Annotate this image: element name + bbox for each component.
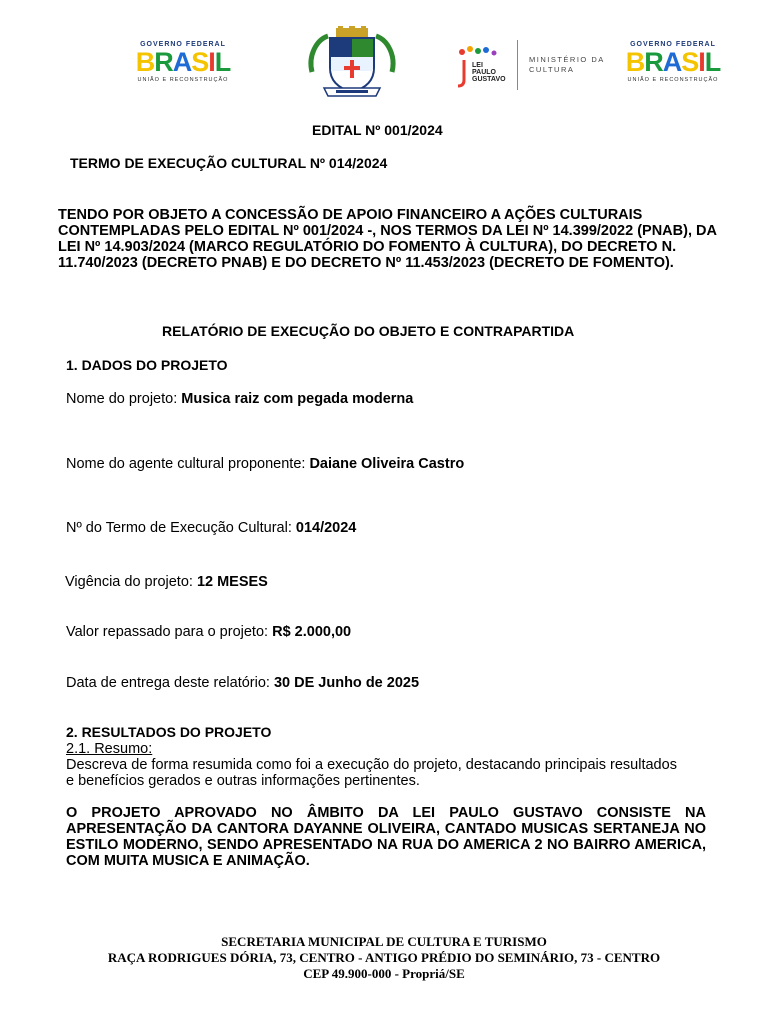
section2-description: Descreva de forma resumida como foi a execução do projeto, destacando principais resultados e benefícios gerados e outras informações pertinentes.	[66, 757, 677, 789]
header-divider	[517, 40, 518, 90]
field-label: Vigência do projeto:	[65, 574, 197, 590]
section1-title: 1. DADOS DO PROJETO	[66, 357, 228, 373]
field-value: 014/2024	[295, 520, 357, 536]
field-label: Nome do agente cultural proponente:	[66, 456, 310, 472]
footer-line-1: SECRETARIA MUNICIPAL DE CULTURA E TURISMO	[221, 934, 547, 949]
field-delivery-date	[66, 674, 419, 692]
lpg-text: LEI PAULO GUSTAVO	[472, 62, 506, 83]
edital-title: EDITAL Nº 001/2024	[312, 122, 443, 138]
footer-line-2: RAÇA RODRIGUES DÓRIA, 73, CENTRO - ANTIGO PRÉDIO DO SEMINÁRIO, 73 - CENTRO	[107, 950, 661, 965]
field-value: 12 MESES	[196, 574, 268, 590]
field-value: Musica raiz com pegada moderna	[181, 391, 414, 407]
field-label: Data de entrega deste relatório:	[66, 675, 274, 691]
termo-title: TERMO DE EXECUÇÃO CULTURAL Nº 014/2024	[70, 155, 388, 171]
municipal-coat-of-arms	[306, 26, 398, 102]
field-term-number	[66, 519, 356, 537]
governo-federal-logo-right	[620, 40, 726, 88]
ministerio-cultura-text: MINISTÉRIO DA CULTURA	[529, 55, 605, 74]
footer	[0, 934, 768, 982]
field-label: Nome do projeto:	[66, 391, 182, 407]
gov-bottom-text-right: UNIÃO E RECONSTRUÇÃO	[627, 77, 719, 83]
gov-top-text: GOVERNO FEDERAL	[140, 41, 226, 48]
field-validity	[65, 573, 268, 591]
field-amount	[66, 623, 351, 641]
brasil-wordmark-right: BRASIL	[625, 47, 721, 77]
section2-subtitle: 2.1. Resumo:	[66, 741, 153, 757]
field-value: Daiane Oliveira Castro	[309, 456, 465, 472]
field-agent-name	[66, 455, 464, 473]
field-label: Valor repassado para o projeto:	[66, 624, 273, 640]
field-value: R$ 2.000,00	[272, 624, 352, 640]
gov-bottom-text: UNIÃO E RECONSTRUÇÃO	[137, 77, 229, 83]
governo-federal-logo-left	[130, 40, 236, 88]
gov-top-text-right: GOVERNO FEDERAL	[630, 41, 716, 48]
field-value: 30 DE Junho de 2025	[273, 675, 420, 691]
section2-title: 2. RESULTADOS DO PROJETO	[66, 724, 272, 740]
footer-line-3: CEP 49.900-000 - Propriá/SE	[303, 966, 465, 981]
lei-paulo-gustavo-logo	[456, 46, 508, 90]
field-project-name	[66, 390, 413, 408]
report-title: RELATÓRIO DE EXECUÇÃO DO OBJETO E CONTRAPARTIDA	[162, 323, 575, 339]
project-summary: O PROJETO APROVADO NO ÂMBITO DA LEI PAULO GUSTAVO CONSISTE NA APRESENTAÇÃO DA CANTORA DAYANNE OLIVEIRA, CANTADO MUSICAS SERTANEJA NO ESTILO MODERNO, SENDO APRESENTADO NA RUA DO AMERICA 2 NO BAIRRO AMERICA, COM MUITA MUSICA E ANIMAÇÃO.	[66, 805, 706, 869]
field-label: Nº do Termo de Execução Cultural:	[66, 520, 296, 536]
intro-paragraph: TENDO POR OBJETO A CONCESSÃO DE APOIO FINANCEIRO A AÇÕES CULTURAIS CONTEMPLADAS PELO EDITAL Nº 001/2024 -, NOS TERMOS DA LEI Nº 14.399/2022 (PNAB), DA LEI Nº 14.903/2024 (MARCO REGULATÓRIO DO FOMENTO À CULTURA), DO DECRETO N. 11.740/2023 (DECRETO PNAB) E DO DECRETO Nº 11.453/2023 (DECRETO DE FOMENTO).	[58, 207, 717, 271]
brasil-wordmark: BRASIL	[135, 47, 231, 77]
